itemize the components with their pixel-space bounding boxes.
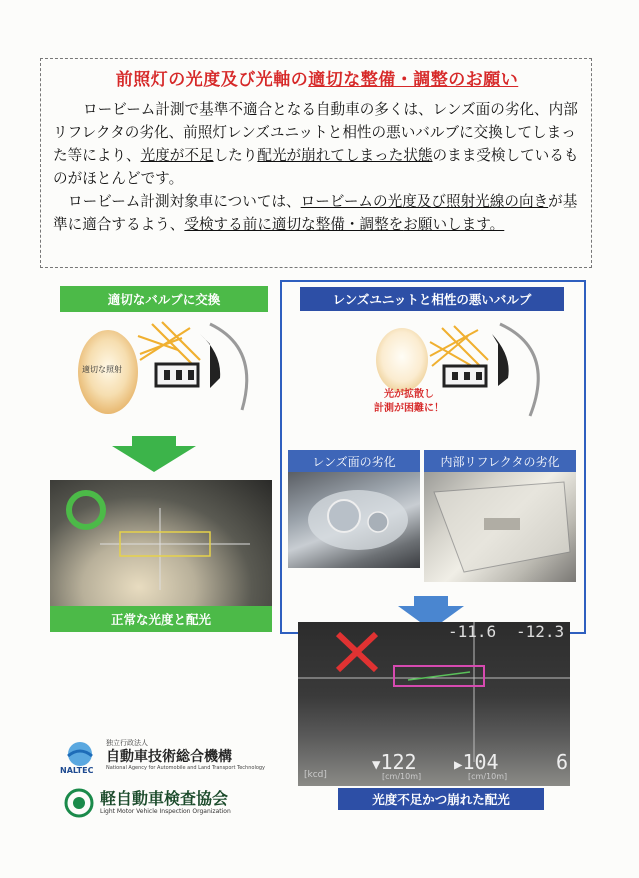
readout-bottom-1 — [372, 750, 417, 774]
p2-text-b: が基準に適合するよう、 — [53, 193, 578, 233]
readout-bottom-2-value: 104 — [462, 750, 499, 774]
ok-circle-icon — [69, 493, 103, 527]
readout-top-1: -11.6 — [448, 622, 497, 641]
p2-text-a: ロービーム計測対象車については、 — [68, 193, 301, 210]
readout-bottom-2 — [454, 750, 499, 774]
naltec-abbr: NALTEC — [60, 766, 94, 775]
p1-text-a: ロービーム計測で基準不適合となる自動車の多くは、レンズ面の劣化、内部リフレクタの劣化、前照灯レンズユニットと相性の悪いバルブに交換してしまった等により、 — [53, 101, 578, 164]
bad-beam-overlay — [298, 622, 570, 786]
notice-box — [40, 58, 592, 268]
caption-reflector-degradation: 内部リフレクタの劣化 — [424, 450, 576, 472]
p2-underline-2: 受検する前に適切な整備・調整を — [184, 216, 404, 233]
lmv-mark-icon — [64, 788, 94, 818]
lmv-en: Light Motor Vehicle Inspection Organization — [100, 808, 231, 815]
arrow-right-icon: ▶ — [454, 757, 463, 773]
unit-kcd: [kcd] — [304, 770, 327, 780]
label-proper-bulb: 適切なバルブに交換 — [60, 286, 268, 312]
p1-underline-2: 配光が崩れて — [257, 147, 345, 164]
normal-beam-overlay — [50, 480, 272, 606]
normal-beam-photo — [50, 480, 272, 606]
ng-cross-icon — [338, 634, 376, 670]
unit-cm-1: [cm/10m] — [382, 772, 422, 781]
naltec-en: National Agency for Automobile and Land Transport Technology — [106, 765, 266, 771]
warning-text — [366, 388, 452, 416]
proper-light-text: 適切な照射 — [82, 365, 122, 374]
warning-line-2: 計測が困難に！ — [374, 403, 444, 414]
unit-cm-2: [cm/10m] — [468, 772, 508, 781]
lens-shape — [288, 472, 420, 568]
naltec-logo — [60, 738, 270, 778]
lmv-name: 軽自動車検査協会 — [100, 789, 229, 808]
arrow-down-icon: ▼ — [372, 757, 381, 773]
bad-beam-photo — [298, 622, 570, 786]
label-bad-bulb: レンズユニットと相性の悪いバルブ — [300, 287, 564, 311]
title-part2: 適切な整備・調整のお願い — [308, 70, 519, 90]
lmv-logo — [64, 786, 284, 822]
p2-underline-1: ロービームの光度及び照射光線の向き — [300, 193, 549, 210]
readout-top-2: -12.3 — [516, 622, 565, 641]
green-arrow-down — [112, 436, 196, 472]
readout-bottom-3: 6 — [556, 750, 569, 774]
lens-degradation-photo — [288, 472, 420, 568]
notice-title — [53, 65, 581, 90]
reflector-degradation-photo — [424, 472, 576, 582]
label-bad-light: 光度不足かつ崩れた配光 — [338, 788, 544, 810]
naltec-small: 独立行政法人 — [106, 739, 148, 747]
notice-body — [53, 98, 581, 236]
title-part1: 前照灯の光度及び光軸の — [115, 70, 309, 90]
p2-underline-3: お願いします。 — [403, 216, 505, 233]
reflector-shape — [424, 472, 576, 582]
warning-line-1: 光が拡散し — [384, 389, 434, 400]
naltec-name: 自動車技術総合機構 — [106, 749, 232, 765]
label-normal-light: 正常な光度と配光 — [50, 606, 272, 632]
p1-text-b: したり — [213, 147, 258, 164]
readout-bottom-1-value: 122 — [380, 750, 417, 774]
p1-underline-1: 光度が不足 — [140, 147, 214, 164]
caption-lens-degradation: レンズ面の劣化 — [288, 450, 420, 472]
p1-underline-3: しまった状態 — [344, 147, 433, 164]
p1-text-c: のまま受検しているものがほとんどです。 — [53, 147, 579, 187]
